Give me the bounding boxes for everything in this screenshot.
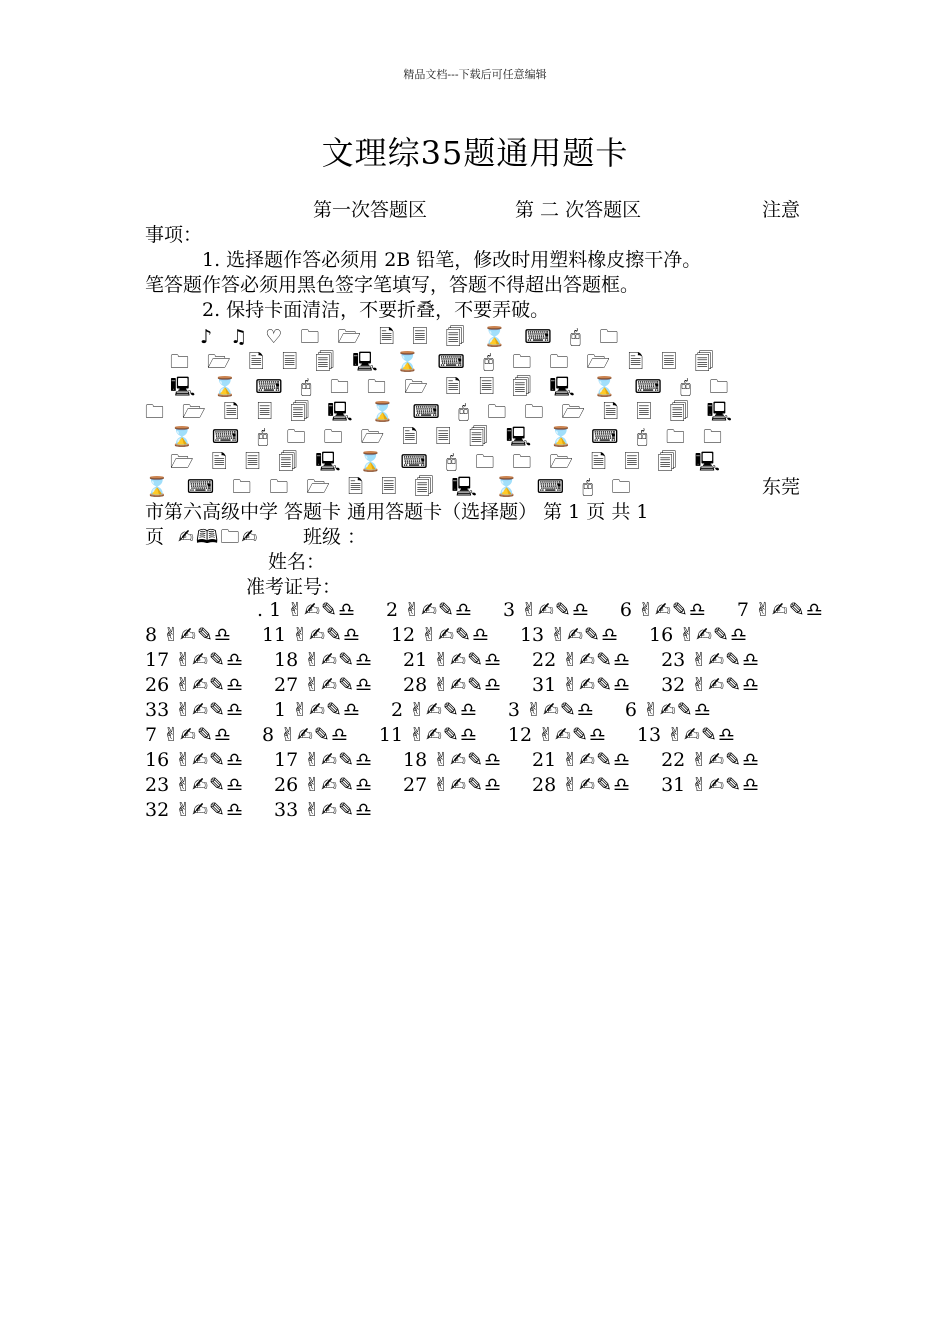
question-number: 18 ✌✍✎♎ [403,749,503,771]
answer-row [145,673,805,698]
answer-row [145,598,824,623]
answer-bubble-icon[interactable]: ✌✍✎♎ [642,699,712,721]
answer-bubble-icon[interactable]: ✌✍✎♎ [304,749,374,771]
answer-row [145,798,805,823]
notice-item-2: 2. 保持卡面清洁，不要折叠，不要弄破。 [202,299,550,321]
exam-id-field-label: 准考证号： [246,576,342,598]
decorative-symbols: ✍🕮🗀✍ [178,526,260,548]
symbol-row: ♪ ♫ ♡ 🗀 🗁 🗎 🗏 🗐 ⌛ ⌨ 🖰 🗀 [200,326,625,348]
symbol-row: 🗀 🗁 🗎 🗏 🗐 🖳 ⌛ ⌨ 🖰 🗀 🗀 🗁 🗎 🗏 🗐 🖳 [145,401,738,423]
question-number: 16 ✌✍✎♎ [648,624,748,646]
question-number: 31 ✌✍✎♎ [532,674,632,696]
question-number: 8 ✌✍✎♎ [145,624,232,646]
answer-bubble-icon[interactable]: ✌✍✎♎ [163,724,232,746]
answer-bubble-icon[interactable]: ✌✍✎♎ [667,724,736,746]
question-number: 6 ✌✍✎♎ [619,599,707,621]
notice-lead-label: 注意 [762,199,801,221]
question-number: 33 ✌✍✎♎ [274,799,374,821]
question-number: 27 ✌✍✎♎ [403,774,503,796]
answer-bubble-icon[interactable]: ✌✍✎♎ [754,599,824,621]
answer-bubble-icon[interactable]: ✌✍✎♎ [304,774,374,796]
question-number: 7 ✌✍✎♎ [145,724,232,746]
answer-bubble-icon[interactable]: ✌✍✎♎ [691,649,761,671]
question-number: . 1 ✌✍✎♎ [257,599,357,621]
question-number: 28 ✌✍✎♎ [532,774,632,796]
answer-bubble-icon[interactable]: ✌✍✎♎ [175,699,245,721]
page-watermark: 精品文档---下载后可任意编辑 [403,68,547,81]
question-number: 31 ✌✍✎♎ [661,774,761,796]
answer-bubble-icon[interactable]: ✌✍✎♎ [638,599,707,621]
question-number: 7 ✌✍✎♎ [736,599,824,621]
question-number: 21 ✌✍✎♎ [532,749,632,771]
question-number: 12 ✌✍✎♎ [390,624,490,646]
answer-row [145,623,805,648]
symbol-row: ⌛ ⌨ 🖰 🗀 🗀 🗁 🗎 🗏 🗐 🖳 ⌛ ⌨ 🖰 🗀 🗀 [170,426,728,448]
question-number: 33 ✌✍✎♎ [145,699,245,721]
question-number: 26 ✌✍✎♎ [145,674,245,696]
page-count-suffix: 页 [145,526,165,548]
answer-bubble-icon[interactable]: ✌✍✎♎ [304,674,374,696]
question-number: 32 ✌✍✎♎ [661,674,761,696]
question-number: 26 ✌✍✎♎ [274,774,374,796]
answer-bubble-icon[interactable]: ✌✍✎♎ [538,724,607,746]
answer-bubble-icon[interactable]: ✌✍✎♎ [433,749,503,771]
question-number: 2 ✌✍✎♎ [386,599,473,621]
question-number: 3 ✌✍✎♎ [507,699,595,721]
answer-bubble-icon[interactable]: ✌✍✎♎ [421,624,490,646]
answer-bubble-icon[interactable]: ✌✍✎♎ [292,624,361,646]
symbol-row: 🗁 🗎 🗏 🗐 🖳 ⌛ ⌨ 🖰 🗀 🗀 🗁 🗎 🗏 🗐 🖳 [170,451,726,473]
school-name-start: 东莞 [762,476,801,498]
question-number: 13 ✌✍✎♎ [519,624,619,646]
answer-bubble-icon[interactable]: ✌✍✎♎ [304,799,374,821]
notice-item-1: 1. 选择题作答必须用 2B 铅笔，修改时用塑料橡皮擦干净。 [202,249,702,271]
answer-bubble-icon[interactable]: ✌✍✎♎ [562,649,632,671]
question-number: 8 ✌✍✎♎ [261,724,349,746]
answer-bubble-icon[interactable]: ✌✍✎♎ [562,749,632,771]
answer-bubble-icon[interactable]: ✌✍✎♎ [304,649,374,671]
symbol-row: 🗀 🗁 🗎 🗏 🗐 🖳 ⌛ ⌨ 🖰 🗀 🗀 🗁 🗎 🗏 🗐 [170,351,720,373]
question-number: 13 ✌✍✎♎ [636,724,736,746]
question-number: 23 ✌✍✎♎ [145,774,245,796]
answer-bubble-icon[interactable]: ✌✍✎♎ [691,674,761,696]
question-number: 2 ✌✍✎♎ [390,699,478,721]
answer-bubble-icon[interactable]: ✌✍✎♎ [521,599,590,621]
answer-bubble-icon[interactable]: ✌✍✎♎ [550,624,619,646]
question-number: 28 ✌✍✎♎ [403,674,503,696]
answer-bubble-icon[interactable]: ✌✍✎♎ [175,674,245,696]
question-number: 22 ✌✍✎♎ [661,749,761,771]
answer-bubble-icon[interactable]: ✌✍✎♎ [175,774,245,796]
question-number: 3 ✌✍✎♎ [502,599,590,621]
question-number: 17 ✌✍✎♎ [145,649,245,671]
answer-bubble-icon[interactable]: ✌✍✎♎ [433,774,503,796]
page-title: 文理综35题通用题卡 [321,134,629,172]
question-number: 17 ✌✍✎♎ [274,749,374,771]
answer-bubble-icon[interactable]: ✌✍✎♎ [404,599,473,621]
question-number: 21 ✌✍✎♎ [403,649,503,671]
answer-area-labels [145,198,805,223]
answer-bubble-icon[interactable]: ✌✍✎♎ [433,649,503,671]
class-field-label: 班级 ： [303,526,367,548]
answer-bubble-icon[interactable]: ✌✍✎♎ [163,624,232,646]
question-number: 23 ✌✍✎♎ [661,649,761,671]
answer-bubble-icon[interactable]: ✌✍✎♎ [175,649,245,671]
answer-bubble-icon[interactable]: ✌✍✎♎ [562,774,632,796]
question-number: 32 ✌✍✎♎ [145,799,245,821]
answer-row [145,698,805,723]
school-line: 市第六高级中学 答题卡 通用答题卡（选择题） 第 1 页 共 1 [145,501,649,523]
answer-bubble-icon[interactable]: ✌✍✎♎ [280,724,349,746]
answer-bubble-icon[interactable]: ✌✍✎♎ [409,699,478,721]
answer-bubble-icon[interactable]: ✌✍✎♎ [433,674,503,696]
answer-row [145,648,805,673]
question-number: 12 ✌✍✎♎ [507,724,607,746]
question-number: 22 ✌✍✎♎ [532,649,632,671]
answer-bubble-icon[interactable]: ✌✍✎♎ [287,599,357,621]
question-number: 16 ✌✍✎♎ [145,749,245,771]
answer-bubble-icon[interactable]: ✌✍✎♎ [175,749,245,771]
answer-bubble-icon[interactable]: ✌✍✎♎ [562,674,632,696]
answer-bubble-icon[interactable]: ✌✍✎♎ [691,749,761,771]
name-field-label: 姓名： [268,551,326,573]
question-number: 11 ✌✍✎♎ [261,624,361,646]
notice-item-1-continued: 笔答题作答必须用黑色签字笔填写，答题不得超出答题框。 [145,274,640,296]
answer-bubble-icon[interactable]: ✌✍✎♎ [175,799,245,821]
symbol-row: ⌛ ⌨ 🗀 🗀 🗁 🗎 🗏 🗐 🖳 ⌛ ⌨ 🖰 🗀 [145,476,637,498]
first-answer-area-label: 第一次答题区 [313,199,428,221]
question-number: 6 ✌✍✎♎ [624,699,712,721]
question-number: 18 ✌✍✎♎ [274,649,374,671]
answer-bubble-icon[interactable]: ✌✍✎♎ [409,724,478,746]
question-number: 27 ✌✍✎♎ [274,674,374,696]
answer-bubble-icon[interactable]: ✌✍✎♎ [526,699,595,721]
answer-row [145,773,805,798]
notice-heading: 事项： [145,224,203,246]
answer-row [145,723,805,748]
symbol-row: 🖳 ⌛ ⌨ 🖰 🗀 🗀 🗁 🗎 🗏 🗐 🖳 ⌛ ⌨ 🖰 🗀 [170,376,735,398]
answer-bubble-icon[interactable]: ✌✍✎♎ [691,774,761,796]
answer-row [145,748,805,773]
question-number: 11 ✌✍✎♎ [378,724,478,746]
second-answer-area-label: 第 二 次答题区 [515,199,642,221]
answer-bubble-icon[interactable]: ✌✍✎♎ [292,699,361,721]
answer-bubble-icon[interactable]: ✌✍✎♎ [679,624,748,646]
question-number: 1 ✌✍✎♎ [274,699,361,721]
